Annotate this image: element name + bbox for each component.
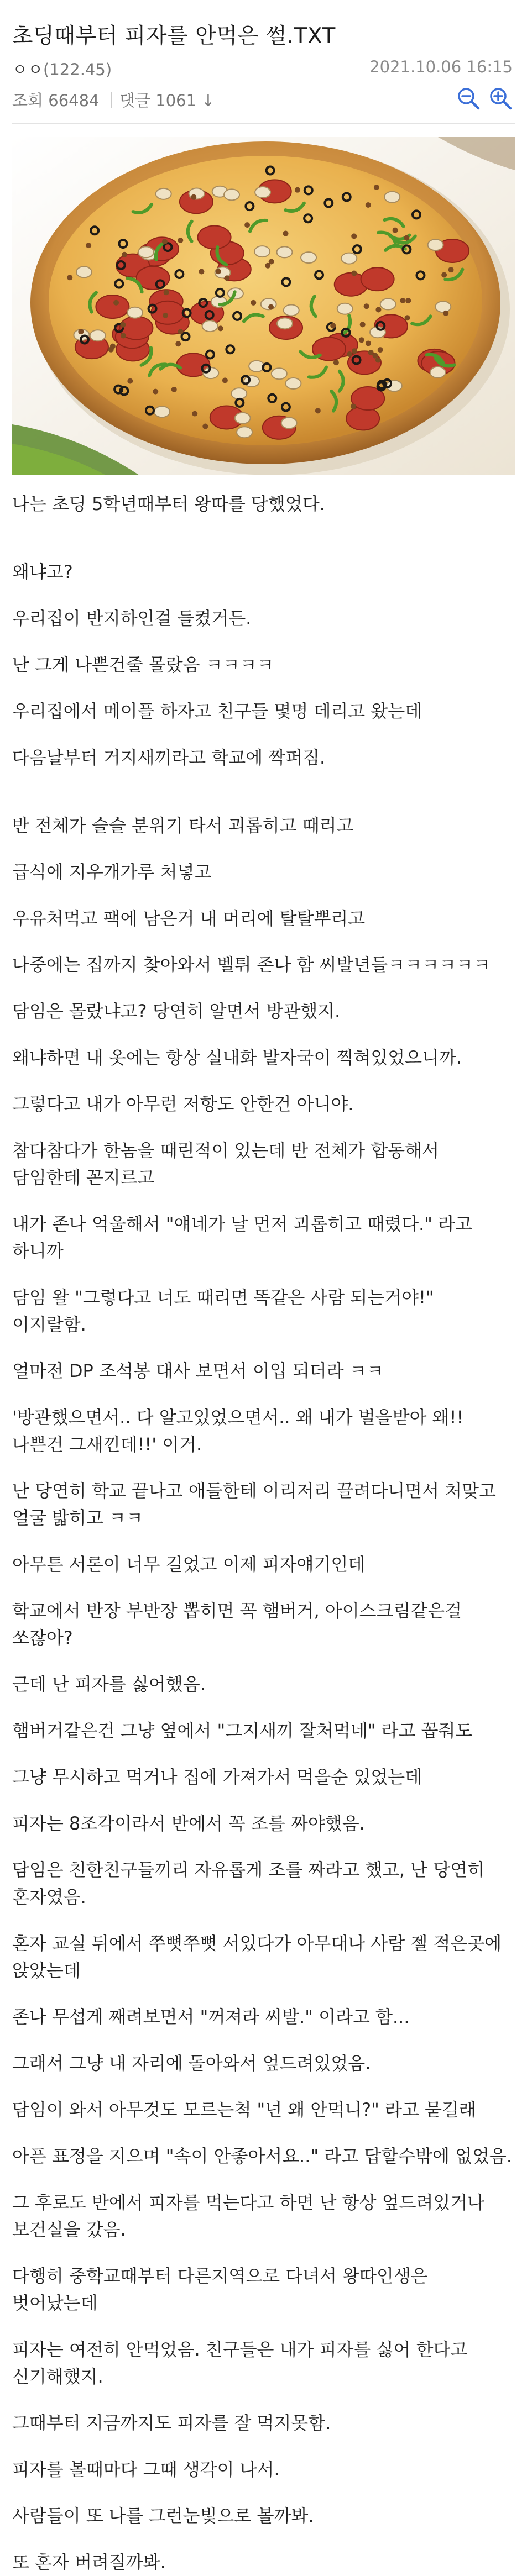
post-stats-row xyxy=(12,86,515,115)
post-paragraph: 다행히 중학교때부터 다른지역으로 다녀서 왕따인생은 벗어났는데 xyxy=(12,2265,428,2314)
post-paragraph: '방관했으면서.. 다 알고있었으면서.. 왜 내가 벌을받아 왜!! 나쁜건 그새낀데!!' 이거. xyxy=(12,1407,464,1455)
post-paragraph: 나중에는 집까지 찾아와서 벨튀 존나 함 씨발년들ㅋㅋㅋㅋㅋㅋ xyxy=(12,954,491,975)
post-paragraph: 사람들이 또 나를 그런눈빛으로 볼까봐. xyxy=(12,2505,314,2526)
post-body xyxy=(12,491,515,2576)
comment-count[interactable]: 댓글 1061 xyxy=(119,91,197,110)
post-paragraph: 다음날부터 거지새끼라고 학교에 짝퍼짐. xyxy=(12,747,326,768)
comment-count-link[interactable] xyxy=(119,88,215,111)
post-paragraph: 피자는 여전히 안먹었음. 친구들은 내가 피자를 싫어 한다고 신기해했지. xyxy=(12,2339,468,2387)
post-paragraph: 우유처먹고 팩에 남은거 내 머리에 탈탈뿌리고 xyxy=(12,908,366,929)
arrow-down-icon: ↓ xyxy=(201,91,215,110)
zoom-out-icon xyxy=(456,86,481,111)
post-paragraph: 학교에서 반장 부반장 뽑히면 꼭 햄버거, 아이스크림같은걸 쏘잖아? xyxy=(12,1600,462,1648)
post-paragraph: 혼자 교실 뒤에서 쭈뼛쭈뼛 서있다가 아무대나 사람 젤 적은곳에 앉았는데 xyxy=(12,1933,502,1981)
post-paragraph: 얼마전 DP 조석봉 대사 보면서 이입 되더라 ㅋㅋ xyxy=(12,1360,384,1381)
post-paragraph: 피자를 볼때마다 그때 생각이 나서. xyxy=(12,2459,280,2480)
post-meta-row xyxy=(12,57,515,83)
author-nickname[interactable]: ㅇㅇ xyxy=(12,60,44,79)
post-paragraph: 참다참다가 한놈을 때린적이 있는데 반 전체가 합동해서 담임한테 꼰지르고 xyxy=(12,1140,440,1188)
post-paragraph: 난 그게 나쁜건줄 몰랐음 ㅋㅋㅋㅋ xyxy=(12,654,274,675)
author-info[interactable] xyxy=(12,57,112,80)
header-separator xyxy=(12,123,515,124)
post-paragraph: 난 당연히 학교 끝나고 애들한테 이리저리 끌려다니면서 처맞고 얼굴 밟히고 ㅋㅋ xyxy=(12,1480,496,1528)
post-paragraph: 나는 초딩 5학년때부터 왕따를 당했었다. xyxy=(12,493,325,514)
post-paragraph: 아픈 표정을 지으며 "속이 안좋아서요.." 라고 답할수밖에 없었음. xyxy=(12,2146,512,2167)
post-paragraph: 담임이 와서 아무것도 모르는척 "넌 왜 안먹니?" 라고 묻길래 xyxy=(12,2099,476,2120)
zoom-in-button[interactable] xyxy=(488,86,513,111)
stats-divider xyxy=(111,92,112,108)
post-paragraph: 그냥 무시하고 먹거나 집에 가져가서 먹을순 있었는데 xyxy=(12,1767,422,1788)
post-paragraph: 담임은 친한친구들끼리 자유롭게 조를 짜라고 했고, 난 당연히 혼자였음. xyxy=(12,1859,485,1907)
post-paragraph: 담임 왈 "그렇다고 너도 때리면 똑같은 사람 되는거야!" 이지랄함. xyxy=(12,1287,434,1335)
pizza-photo xyxy=(12,137,515,475)
post-paragraph: 그 후로도 반에서 피자를 먹는다고 하면 난 항상 엎드려있거나 보건실을 갔음. xyxy=(12,2192,485,2240)
post-paragraph: 왜냐하면 내 옷에는 항상 실내화 발자국이 찍혀있었으니까. xyxy=(12,1047,462,1068)
post-paragraph: 내가 존나 억울해서 "얘네가 날 먼저 괴롭히고 때렸다." 라고 하니까 xyxy=(12,1213,472,1261)
post-paragraph: 담임은 몰랐냐고? 당연히 알면서 방관했지. xyxy=(12,1001,341,1022)
post-paragraph: 왜냐고? xyxy=(12,561,73,582)
author-ip: (122.45) xyxy=(43,60,112,79)
post-paragraph: 또 혼자 버려질까봐. xyxy=(12,2552,166,2573)
post-date: 2021.10.06 16:15 xyxy=(369,57,513,76)
post-paragraph: 우리집이 반지하인걸 들켰거든. xyxy=(12,608,252,629)
post-paragraph: 그때부터 지금까지도 피자를 잘 먹지못함. xyxy=(12,2412,331,2433)
zoom-out-button[interactable] xyxy=(456,86,481,111)
post-paragraph: 피자는 8조각이라서 반에서 꼭 조를 짜야했음. xyxy=(12,1813,365,1834)
post-paragraph: 근데 난 피자를 싫어했음. xyxy=(12,1674,206,1695)
post-paragraph: 급식에 지우개가루 처넣고 xyxy=(12,861,212,882)
view-count: 조회 66484 xyxy=(12,91,100,110)
post-paragraph: 그래서 그냥 내 자리에 돌아와서 엎드려있었음. xyxy=(12,2053,371,2074)
pizza-illustration xyxy=(12,137,515,475)
post-paragraph: 그렇다고 내가 아무런 저항도 안한건 아니야. xyxy=(12,1094,354,1114)
post-title: 초딩때부터 피자를 안먹은 썰.TXT xyxy=(12,24,336,49)
zoom-in-icon xyxy=(488,86,513,111)
post-paragraph: 반 전체가 슬슬 분위기 타서 괴롭히고 때리고 xyxy=(12,815,354,836)
post-paragraph: 햄버거같은건 그냥 옆에서 "그지새끼 잘처먹네" 라고 꼽줘도 xyxy=(12,1720,473,1741)
post-paragraph: 존나 무섭게 째려보면서 "꺼져라 씨발." 이라고 함... xyxy=(12,2006,410,2027)
post-paragraph: 아무튼 서론이 너무 길었고 이제 피자얘기인데 xyxy=(12,1554,366,1575)
post-paragraph: 우리집에서 메이플 하자고 친구들 몇명 데리고 왔는데 xyxy=(12,701,422,722)
